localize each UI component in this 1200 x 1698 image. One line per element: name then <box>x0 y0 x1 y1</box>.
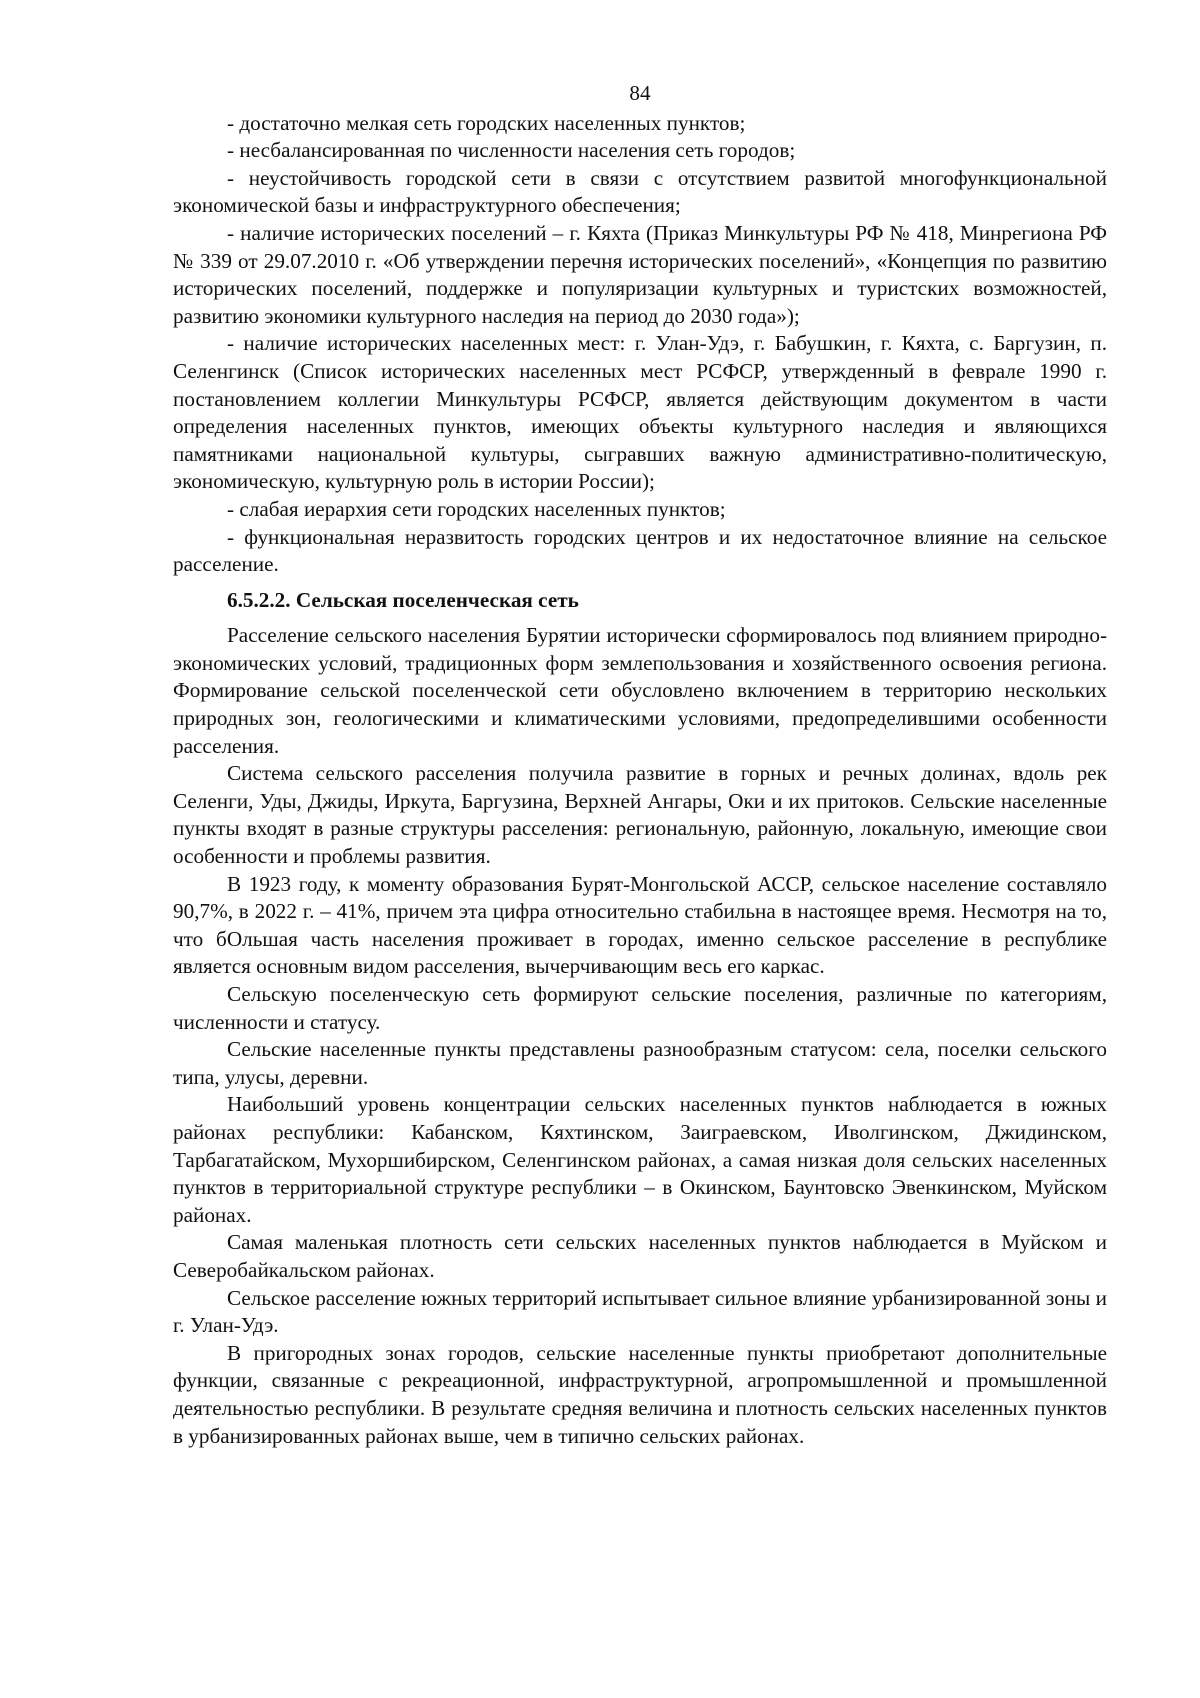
section-heading: 6.5.2.2. Сельская поселенческая сеть <box>227 587 579 612</box>
paragraph: Сельские населенные пункты представлены разнообразным статусом: села, поселки сельского типа, улусы, деревни. <box>173 1037 1107 1089</box>
list-item: - функциональная неразвитость городских центров и их недостаточное влияние на сельское расселение. <box>173 524 1107 577</box>
paragraph: Самая маленькая плотность сети сельских населенных пунктов наблюдается в Муйском и Северобайкальском районах. <box>173 1230 1107 1282</box>
list-item: - наличие исторических населенных мест: г. Улан-Удэ, г. Бабушкин, г. Кяхта, с. Баргузин, п. Селенгинск (Список исторических населенных мест РСФСР, утвержденный в феврале 1990 г. постановлением коллегии Минкультуры РСФСР, является действующим документом в части определения населенных пунктов, имеющих объекты культурного наследия и являющихся памятниками национальной культуры, сыгравших важную административно-политическую, экономическую, культурную роль в истории России); <box>173 331 1107 494</box>
paragraph: В пригородных зонах городов, сельские населенные пункты приобретают дополнительные функции, связанные с рекреационной, инфраструктурной, агропромышленной и промышленной деятельностью республики. В результате средняя величина и плотность сельских населенных пунктов в урбанизированных районах выше, чем в типично сельских районах. <box>173 1340 1107 1448</box>
paragraph: Система сельского расселения получила развитие в горных и речных долинах, вдоль рек Селенги, Уды, Джиды, Иркута, Баргузина, Верхней Ангары, Оки и их притоков. Сельские населенные пункты входят в разные структуры расселения: региональную, районную, локальную, имеющие свои особенности и проблемы развития. <box>173 761 1107 869</box>
list-item: - неустойчивость городской сети в связи с отсутствием развитой многофункциональной экономической базы и инфраструктурного обеспечения; <box>173 165 1107 218</box>
list-item: - слабая иерархия сети городских населенных пунктов; <box>227 496 726 521</box>
list-item: - достаточно мелкая сеть городских населенных пунктов; <box>227 110 746 135</box>
document-page <box>173 80 1107 1450</box>
list-item: - несбалансированная по численности населения сеть городов; <box>227 138 796 163</box>
section-body <box>173 622 1107 1450</box>
list-item: - наличие исторических поселений – г. Кяхта (Приказ Минкультуры РФ № 418, Минрегиона РФ № 339 от 29.07.2010 г. «Об утверждении перечня исторических поселений», «Концепция по развитию исторических поселений, поддержке и популяризации культурных и туристских возможностей, развитию экономики культурного наследия на период до 2030 года»); <box>173 220 1107 328</box>
paragraph: Наибольший уровень концентрации сельских населенных пунктов наблюдается в южных районах республики: Кабанском, Кяхтинском, Заиграевском, Иволгинском, Джидинском, Тарбагатайском, Мухоршибирском, Селенгинском районах, а самая низкая доля сельских населенных пунктов в территориальной структуре республики – в Окинском, Баунтовско Эвенкинском, Муйском районах. <box>173 1092 1107 1227</box>
paragraph: Сельскую поселенческую сеть формируют сельские поселения, различные по категориям, численности и статусу. <box>173 982 1107 1034</box>
paragraph: В 1923 году, к моменту образования Бурят-Монгольской АССР, сельское население составляло 90,7%, в 2022 г. – 41%, причем эта цифра относительно стабильна в настоящее время. Несмотря на то, что бОльшая часть населения проживает в городах, именно сельское расселение в республике является основным видом расселения, вычерчивающим весь его каркас. <box>173 871 1107 979</box>
paragraph: Расселение сельского населения Бурятии исторически сформировалось под влиянием природно-экономических условий, традиционных форм землепользования и хозяйственного освоения региона. Формирование сельской поселенческой сети обусловлено включением в территорию нескольких природных зон, геологическими и климатическими условиями, предопределившими особенности расселения. <box>173 623 1107 758</box>
paragraph: Сельское расселение южных территорий испытывает сильное влияние урбанизированной зоны и г. Улан-Удэ. <box>173 1285 1107 1338</box>
page-number: 84 <box>629 81 651 105</box>
deficiency-list <box>173 110 1107 579</box>
